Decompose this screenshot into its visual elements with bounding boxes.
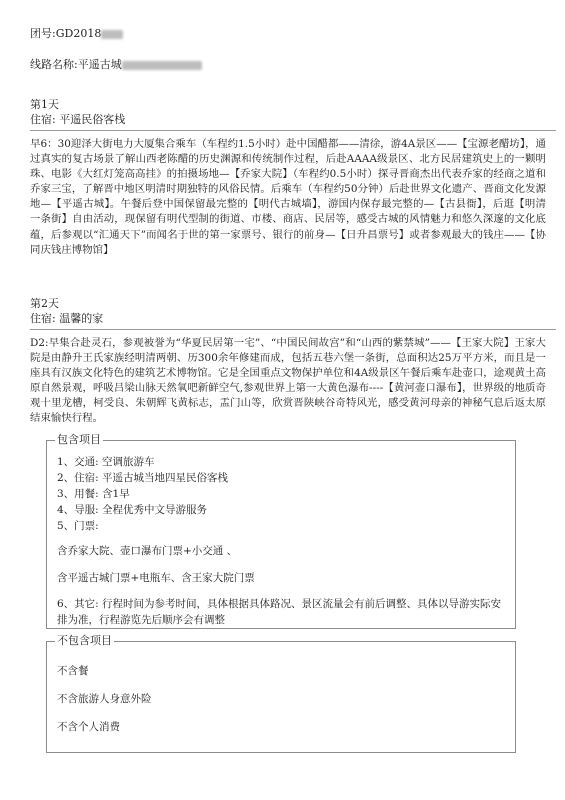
redacted-mark <box>101 30 123 39</box>
excluded-item: 不含个人消费 <box>57 721 120 733</box>
group-number-row <box>30 27 123 41</box>
ticket-line: 含乔家大院、壶口瀑布门票+小交通 、 <box>57 545 238 557</box>
day2-title: 第2天 <box>30 297 59 310</box>
excluded-item: 不含旅游人身意外险 <box>57 693 152 705</box>
excluded-item: 不含餐 <box>57 665 89 677</box>
group-number-label: 团号: <box>30 27 56 40</box>
route-name-row <box>30 58 202 72</box>
included-item: 1、交通: 空调旅游车 <box>57 456 155 468</box>
divider <box>30 329 556 330</box>
day2-description: D2:早集合赴灵石，参观被誉为“华夏民居第一宅”、“中国民间故宫”和“山西的紫禁城”——【王家大院】王家大院是由静升王氏家族经明清两朝、历300余年修建而成，包括五巷六堡一条街，总面积达25万平方米，而且是一座具有汉族文化特色的建筑艺术博物馆。它是全国重点文物保护单位和4A级景区午餐后乘车赴壶口，途观黄土高原自然景观，呼吸吕梁山脉天然氧吧新鲜空气,参观世界上第一大黄色瀑布----【黄河壶口瀑布】，世界级的地质奇观十里龙槽，柯受良、朱朝辉飞黄标志，盂门山等，欣赏晋陕峡谷奇特风光，感受黄河母亲的神秘气息后返太原结束愉快行程。 <box>30 337 546 425</box>
included-item: 5、门票: <box>57 520 99 532</box>
day1-stay: 住宿: 平遥民俗客栈 <box>30 113 126 126</box>
redacted-mark <box>122 61 202 70</box>
day1-description: 早6：30迎泽大街电力大厦集合乘车（车程约1.5小时）赴中国醋都——清徐，游4A景区——【宝源老醋坊】，通过真实的复古场景了解山西老陈醋的历史渊源和传统制作过程，后赴AAAA级景区、北方民居建筑史上的一颗明珠、电影《大红灯笼高高挂》的拍摄场地—【乔家大院】（车程约0.5小时）探寻晋商杰出代表乔家的经商之道和乔家三宝，了解晋中地区明清时期独特的风俗民情。后乘车（车程约50分钟）后赴世界文化遗产、晋商文化发源地—【平遥古城】。午餐后登中国保留最完整的【明代古城墙】，游国内保存最完整的—【古县衙】，后逛【明清一条街】自由活动，现保留有明代型制的街道、市楼、商店、民居等，感受古城的风情魅力和悠久深邃的文化底蕴，后参观以“汇通天下”而闻名于世的第一家票号、银行的前身—【日升昌票号】或者参观最大的钱庄——【协同庆钱庄博物馆】 <box>30 138 546 256</box>
included-other: 6、其它: 行程时间为参考时间，具体根据具体路况、景区流量会有前后调整、具体以导游实际安排为准，行程游览先后顺序会有调整 <box>57 598 502 626</box>
day2-stay: 住宿: 温馨的家 <box>30 312 104 325</box>
excluded-items-box <box>46 634 516 753</box>
included-item: 4、导服: 全程优秀中文导游服务 <box>57 504 208 516</box>
included-items-title: 包含项目 <box>57 433 101 446</box>
ticket-line: 含平遥古城门票+电瓶车、含王家大院门票 <box>57 572 255 584</box>
day1-title: 第1天 <box>30 98 59 111</box>
included-items-box <box>46 433 516 629</box>
excluded-items-title: 不包含项目 <box>57 634 112 647</box>
route-name-value: 平遥古城 <box>77 58 122 71</box>
included-item: 3、用餐: 含1早 <box>57 488 130 500</box>
included-item: 2、住宿: 平遥古城当地四星民俗客栈 <box>57 472 229 484</box>
divider <box>30 130 556 131</box>
group-number-value: GD2018 <box>55 27 102 40</box>
route-name-label: 线路名称: <box>30 58 78 71</box>
